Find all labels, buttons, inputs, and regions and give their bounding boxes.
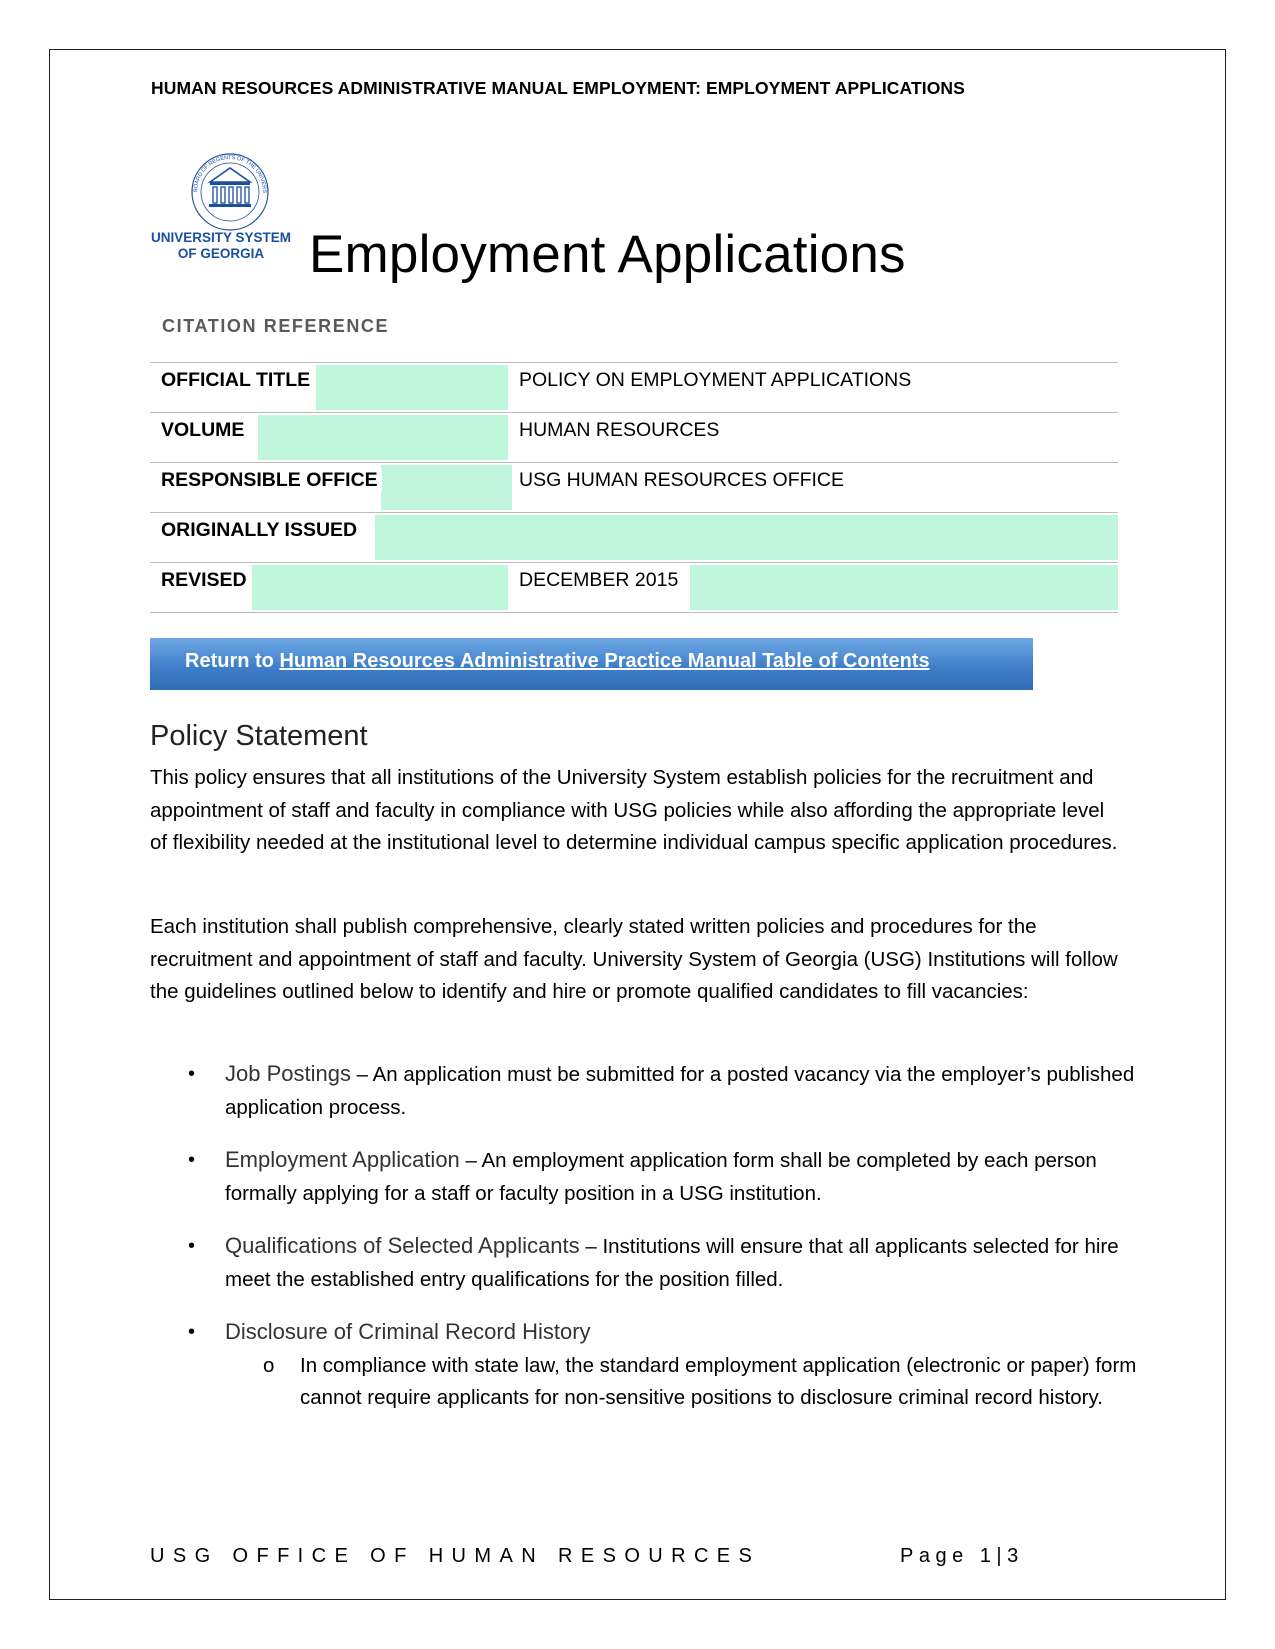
- item-text: – An application must be submitted for a posted vacancy via the employer’s published application process.: [225, 1063, 1135, 1119]
- document-title: Employment Applications: [309, 225, 906, 284]
- seal-icon: [147, 150, 268, 230]
- citation-row-responsible-office: [150, 463, 1118, 513]
- footer-page-number: Page 1|3: [900, 1545, 1024, 1567]
- logo-line1: UNIVERSITY SYSTEM: [150, 230, 292, 245]
- list-item: [150, 1230, 1140, 1296]
- paragraph: Each institution shall publish comprehensive, clearly stated written policies and procedures for the recruitment and appointment of staff and faculty. University System of Georgia (USG) Institutions will follow the guidelines outlined below to identify and hire or promote qualified candidates to fill vacancies:: [150, 915, 1118, 1003]
- paragraph: This policy ensures that all institutions of the University System establish policies for the recruitment and appointment of staff and faculty in compliance with USG policies while also affording the appropriate level of flexibility needed at the institutional level to determine individual campus specific application procedures.: [150, 766, 1118, 854]
- toc-return-bar: [150, 638, 1033, 690]
- citation-key: OFFICIAL TITLE: [161, 369, 314, 392]
- footer-office: USG OFFICE OF HUMAN RESOURCES: [150, 1545, 761, 1567]
- bullet-icon: •: [188, 1063, 196, 1085]
- logo-line2: OF GEORGIA: [177, 246, 265, 261]
- section-heading: Policy Statement: [150, 720, 368, 752]
- seal-text: BOARD OF REGENTS OF THE UNIVERS: [192, 154, 268, 194]
- citation-row-official-title: [150, 363, 1118, 413]
- list-item: [150, 1144, 1140, 1210]
- circle-bullet-icon: o: [263, 1353, 275, 1377]
- list-item: [150, 1316, 1140, 1415]
- sub-list-item: [225, 1350, 1140, 1415]
- toc-prefix: Return to: [185, 650, 280, 672]
- item-term: Employment Application: [225, 1147, 460, 1172]
- citation-value: USG HUMAN RESOURCES OFFICE: [519, 469, 848, 492]
- citation-value: POLICY ON EMPLOYMENT APPLICATIONS: [519, 369, 915, 392]
- item-term: Job Postings: [225, 1061, 351, 1086]
- citation-key: RESPONSIBLE OFFICE: [161, 469, 382, 492]
- citation-row-revised: [150, 563, 1118, 613]
- running-header: HUMAN RESOURCES ADMINISTRATIVE MANUAL EMPLOYMENT: EMPLOYMENT APPLICATIONS: [151, 78, 965, 98]
- citation-key: VOLUME: [161, 419, 248, 442]
- usg-logo: [147, 150, 307, 268]
- bullet-icon: •: [188, 1235, 196, 1257]
- item-text: – Institutions will ensure that all applicants selected for hire meet the established entry qualifications for the position filled.: [225, 1235, 1119, 1291]
- citation-table: [150, 362, 1118, 613]
- citation-key: REVISED: [161, 569, 251, 592]
- list-item: [150, 1058, 1140, 1124]
- citation-key: ORIGINALLY ISSUED: [161, 519, 361, 542]
- item-term: Disclosure of Criminal Record History: [225, 1319, 591, 1344]
- citation-value: DECEMBER 2015: [519, 569, 682, 592]
- bullet-icon: •: [188, 1149, 196, 1171]
- citation-value: HUMAN RESOURCES: [519, 419, 723, 442]
- toc-link[interactable]: Human Resources Administrative Practice Manual Table of Contents: [279, 650, 930, 672]
- sub-item-text: In compliance with state law, the standard employment application (electronic or paper) form cannot require applicants for non-sensitive positions to disclosure criminal record history.: [300, 1353, 1137, 1409]
- item-text: – An employment application form shall be completed by each person formally applying for a staff or faculty position in a USG institution.: [225, 1149, 1097, 1205]
- sub-list: [225, 1350, 1140, 1415]
- citation-heading: CITATION REFERENCE: [162, 316, 390, 336]
- guideline-list: [150, 1058, 1140, 1415]
- citation-row-volume: [150, 413, 1118, 463]
- item-term: Qualifications of Selected Applicants: [225, 1233, 580, 1258]
- bullet-icon: •: [188, 1321, 196, 1343]
- citation-row-originally-issued: [150, 513, 1118, 563]
